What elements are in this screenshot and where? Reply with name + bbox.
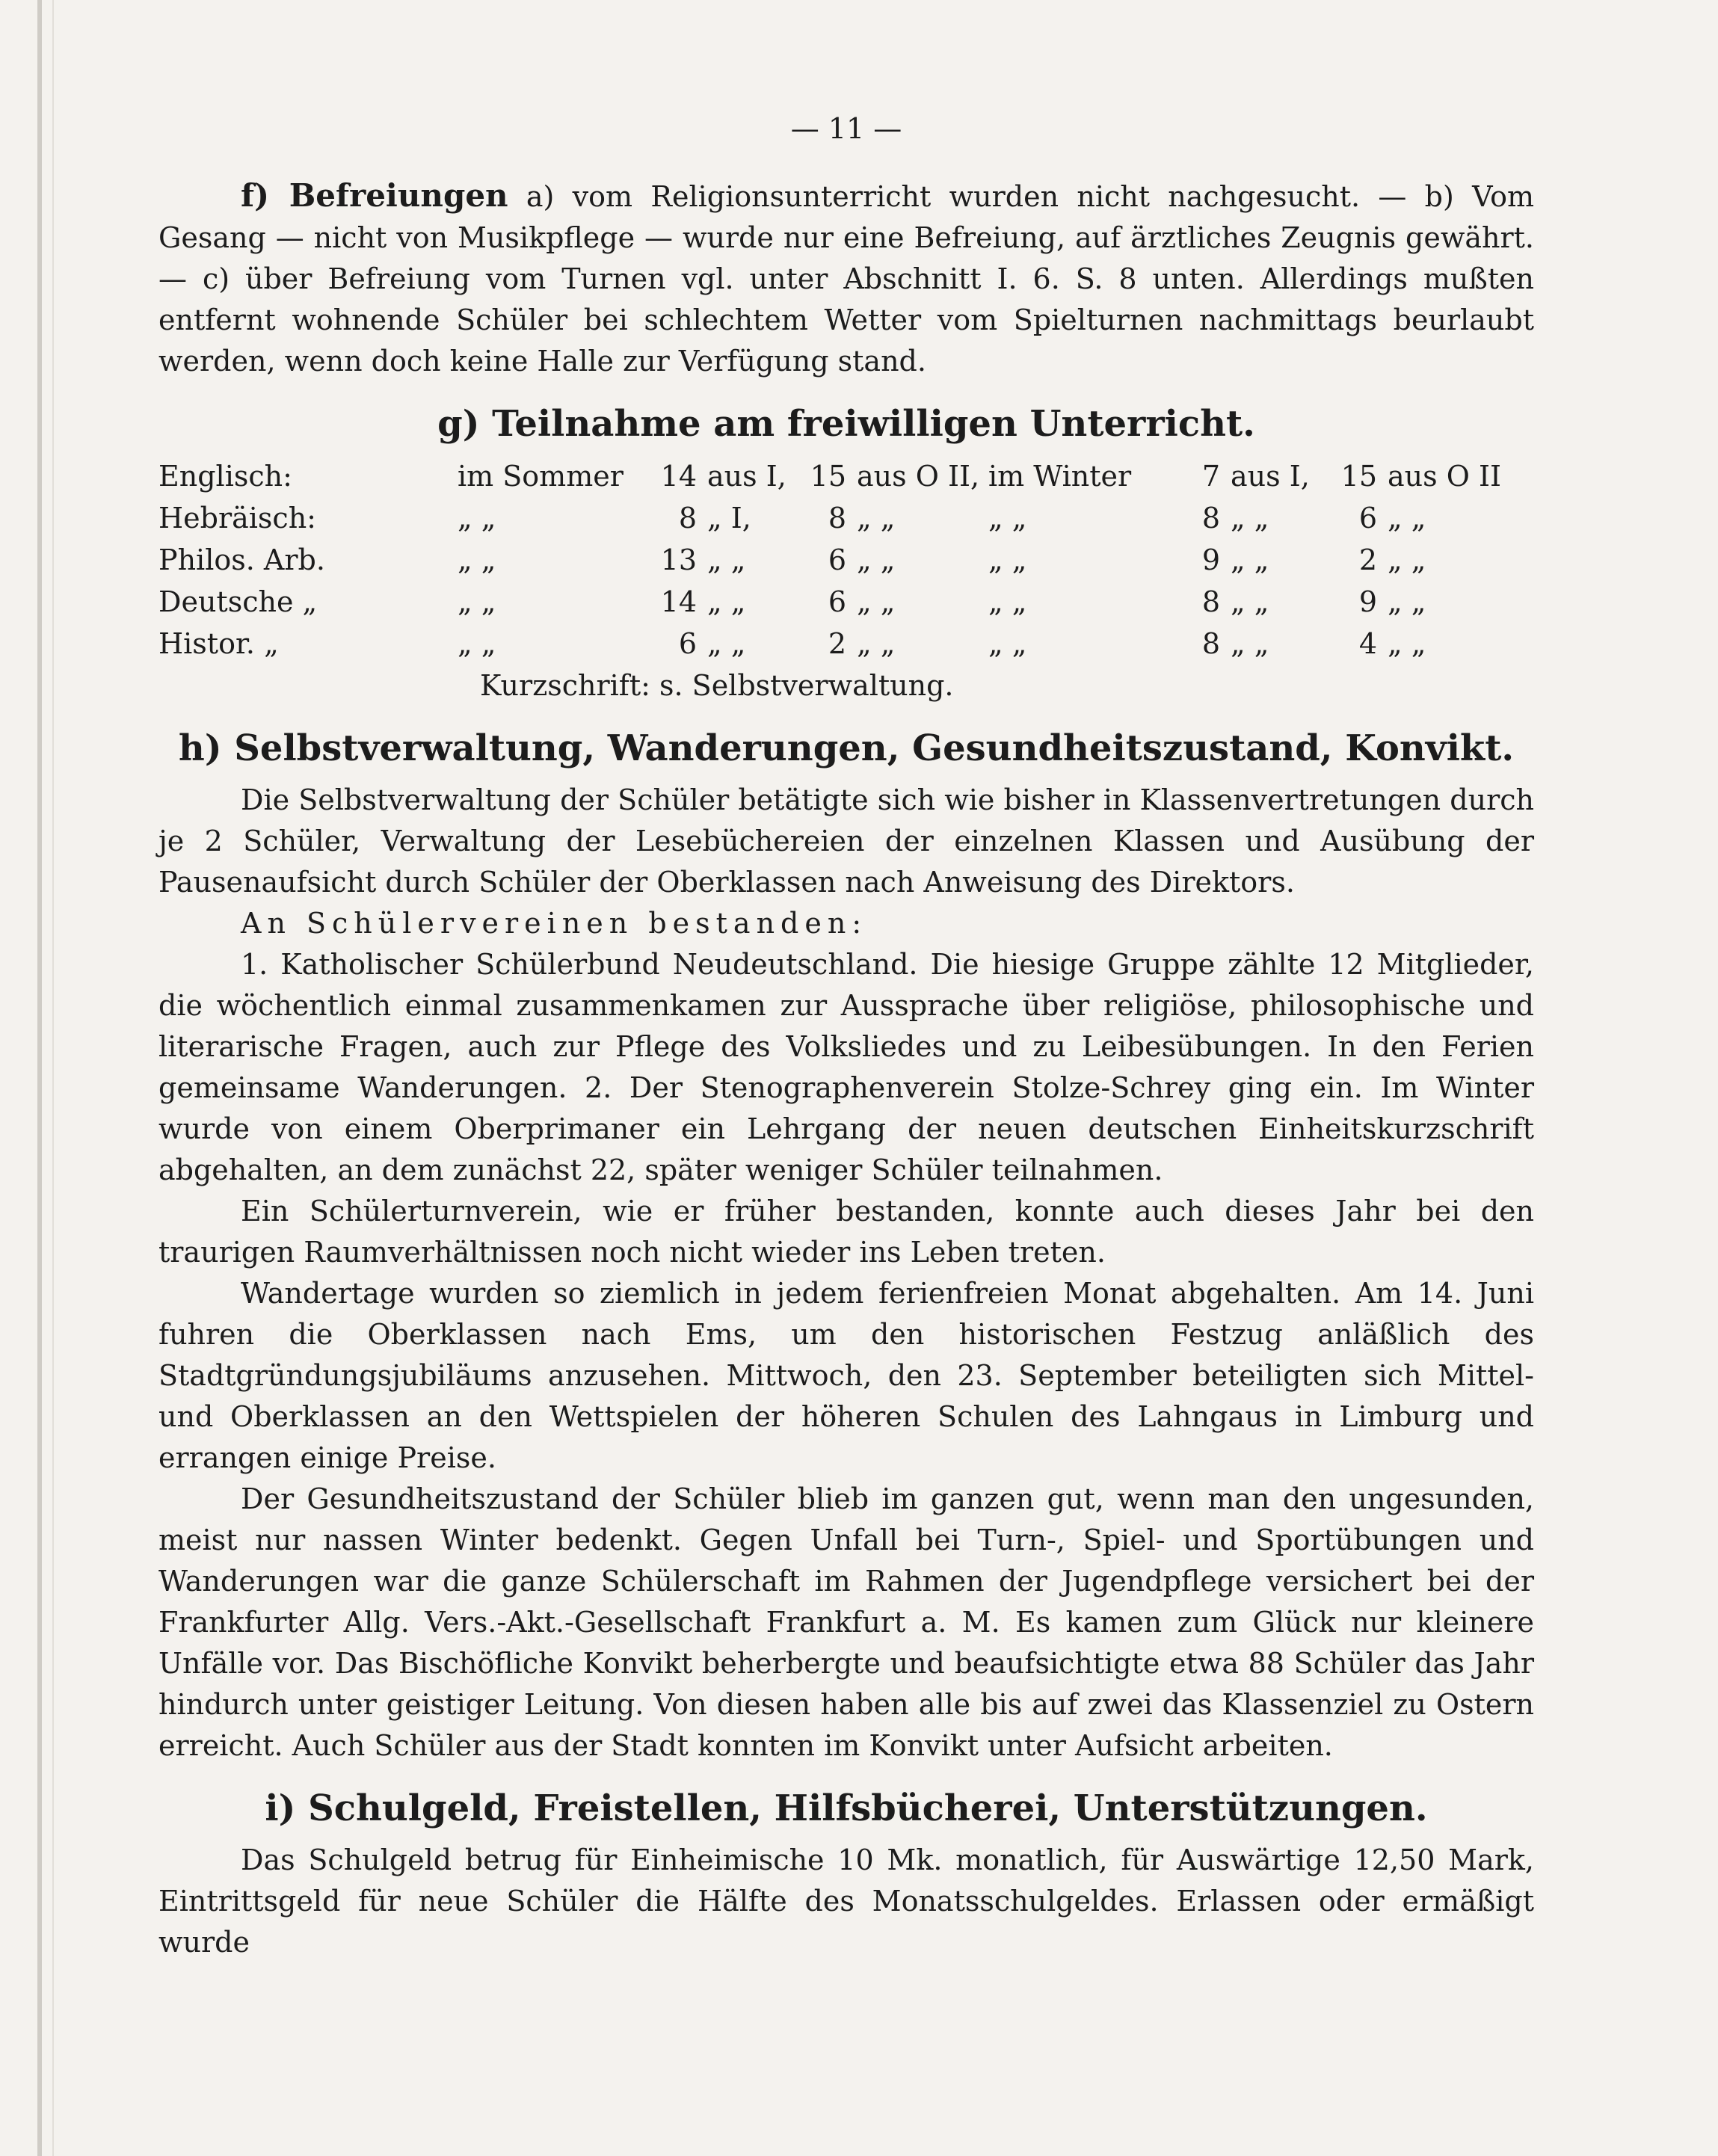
participation-cell: „ „ [1388,543,1426,576]
participation-cell: Englisch: [158,460,292,493]
participation-cell: „ „ [857,585,896,618]
page-number: — 11 — [790,112,902,145]
participation-cell: Histor. „ [158,627,279,660]
section-i-heading: i) Schulgeld, Freistellen, Hilfsbücherei, Unterstützungen. [265,1787,1428,1829]
participation-cell: „ I, [707,502,751,535]
participation-row [158,581,1534,623]
participation-cell: Deutsche „ [158,585,318,618]
participation-cell: 6 [828,585,846,618]
participation-cell: „ „ [988,627,1027,660]
participation-cell: Philos. Arb. [158,543,325,576]
participation-cell: 15 [1340,460,1377,493]
section-h-paragraph-5: Wandertage wurden so ziemlich in jedem ferienfreien Monat abgehalten. Am 14. Juni fuhren die Oberklassen nach Ems, um den historischen Festzug anläßlich des Stadtgründungsjubiläums anzusehen. Mittwoch, den 23. September beteiligten sich Mittel- und Oberklassen an den Wettspielen der höheren Schulen des Lahngaus in Limburg und errangen einige Preise. [158,1277,1534,1474]
section-f-paragraph [158,175,1534,382]
participation-row [158,623,1534,665]
participation-cell: „ „ [1388,502,1426,535]
participation-cell: 8 [828,502,846,535]
participation-cell: 8 [1201,502,1220,535]
participation-cell: 15 [810,460,846,493]
participation-cell: 8 [678,502,697,535]
participation-cell: aus O II [1388,460,1501,493]
participation-cell: aus O II, [857,460,980,493]
participation-cell: 8 [1201,585,1220,618]
section-i-paragraph-1: Das Schulgeld betrug für Einheimische 10 Mk. monatlich, für Auswärtige 12,50 Mark, Eintrittsgeld für neue Schüler die Hälfte des Monatsschulgeldes. Erlassen oder ermäßigt wurde [158,1844,1534,1959]
participation-cell: 8 [1201,627,1220,660]
participation-cell: im Winter [988,460,1132,493]
participation-cell: 9 [1201,543,1220,576]
participation-cell: im Sommer [458,460,624,493]
section-h-paragraph-2: An Schülervereinen bestanden: [241,907,868,940]
participation-cell: „ „ [1388,627,1426,660]
participation-cell: „ „ [1231,585,1269,618]
participation-cell: „ „ [857,627,896,660]
participation-cell: 2 [1358,543,1377,576]
participation-cell: 7 [1201,460,1220,493]
participation-cell: aus I, [1231,460,1310,493]
participation-cell: „ „ [458,585,496,618]
participation-cell: „ „ [458,627,496,660]
participation-cell: „ „ [707,585,746,618]
participation-cell: 6 [1358,502,1377,535]
participation-cell: „ „ [458,502,496,535]
section-f-heading: f) Befreiungen [241,177,508,214]
section-g-heading: g) Teilnahme am freiwilligen Unterricht. [437,403,1255,445]
participation-cell: aus I, [707,460,786,493]
participation-table [158,455,1534,665]
section-h-paragraph-4: Ein Schülerturnverein, wie er früher bestanden, konnte auch dieses Jahr bei den traurigen Raumverhältnissen noch nicht wieder ins Leben treten. [158,1195,1534,1269]
participation-cell: „ „ [988,502,1027,535]
participation-cell: „ „ [707,543,746,576]
section-h-paragraph-3: 1. Katholischer Schülerbund Neudeutschland. Die hiesige Gruppe zählte 12 Mitglieder, die wöchentlich einmal zusammenkamen zur Aussprache über religiöse, philosophische und literarische Fragen, auch zur Pflege des Volksliedes und zu Leibesübungen. In den Ferien gemeinsame Wanderungen. 2. Der Stenographenverein Stolze-Schrey ging ein. Im Winter wurde von einem Oberprimaner ein Lehrgang der neuen deutschen Einheitskurzschrift abgehalten, an dem zunächst 22, später weniger Schüler teilnahmen. [158,948,1534,1186]
participation-cell: „ „ [988,543,1027,576]
participation-table-body [158,455,1534,665]
participation-cell: 4 [1358,627,1377,660]
section-h-heading: h) Selbstverwaltung, Wanderungen, Gesundheitszustand, Konvikt. [178,727,1515,769]
participation-cell: 2 [828,627,846,660]
document-page [158,112,1534,1963]
participation-cell: „ „ [988,585,1027,618]
participation-cell: „ „ [857,543,896,576]
section-h-paragraph-1: Die Selbstverwaltung der Schüler betätigte sich wie bisher in Klassenvertretungen durch je 2 Schüler, Verwaltung der Lesebüchereien der einzelnen Klassen und Ausübung der Pausenaufsicht durch Schüler der Oberklassen nach Anweisung des Direktors. [158,783,1534,899]
participation-cell: „ „ [1231,502,1269,535]
participation-cell: 9 [1358,585,1377,618]
participation-row [158,539,1534,581]
participation-row [158,497,1534,539]
participation-cell: „ „ [1388,585,1426,618]
kurzschrift-note: Kurzschrift: s. Selbstverwaltung. [480,669,954,702]
participation-cell: 13 [660,543,697,576]
participation-cell: „ „ [1231,627,1269,660]
participation-cell: 6 [828,543,846,576]
page-binding-edge [37,0,42,2156]
participation-cell: 14 [660,585,697,618]
section-h-paragraph-6: Der Gesundheitszustand der Schüler blieb im ganzen gut, wenn man den ungesunden, meist nur nassen Winter bedenkt. Gegen Unfall bei Turn-, Spiel- und Sportübungen und Wanderungen war die ganze Schülerschaft im Rahmen der Jugendpflege versichert bei der Frankfurter Allg. Vers.-Akt.-Gesellschaft Frankfurt a. M. Es kamen zum Glück nur kleinere Unfälle vor. Das Bischöfliche Konvikt beherbergte und beaufsichtigte etwa 88 Schüler das Jahr hindurch unter geistiger Leitung. Von diesen haben alle bis auf zwei das Klassenziel zu Ostern erreicht. Auch Schüler aus der Stadt konnten im Konvikt unter Aufsicht arbeiten. [158,1482,1534,1762]
section-f-text: a) vom Religionsunterricht wurden nicht nachgesucht. — b) Vom Gesang — nicht von Musikpflege — wurde nur eine Befreiung, auf ärztliches Zeugnis gewährt. — c) über Befreiung vom Turnen vgl. unter Abschnitt I. 6. S. 8 unten. Allerdings mußten entfernt wohnende Schüler bei schlechtem Wetter vom Spielturnen nachmittags beurlaubt werden, wenn doch keine Halle zur Verfügung stand. [158,180,1534,378]
participation-row [158,455,1534,497]
participation-cell: „ „ [458,543,496,576]
page-binding-line [52,0,54,2156]
participation-cell: „ „ [707,627,746,660]
participation-cell: Hebräisch: [158,502,316,535]
participation-cell: „ „ [1231,543,1269,576]
participation-cell: 6 [678,627,697,660]
participation-cell: „ „ [857,502,896,535]
participation-cell: 14 [660,460,697,493]
